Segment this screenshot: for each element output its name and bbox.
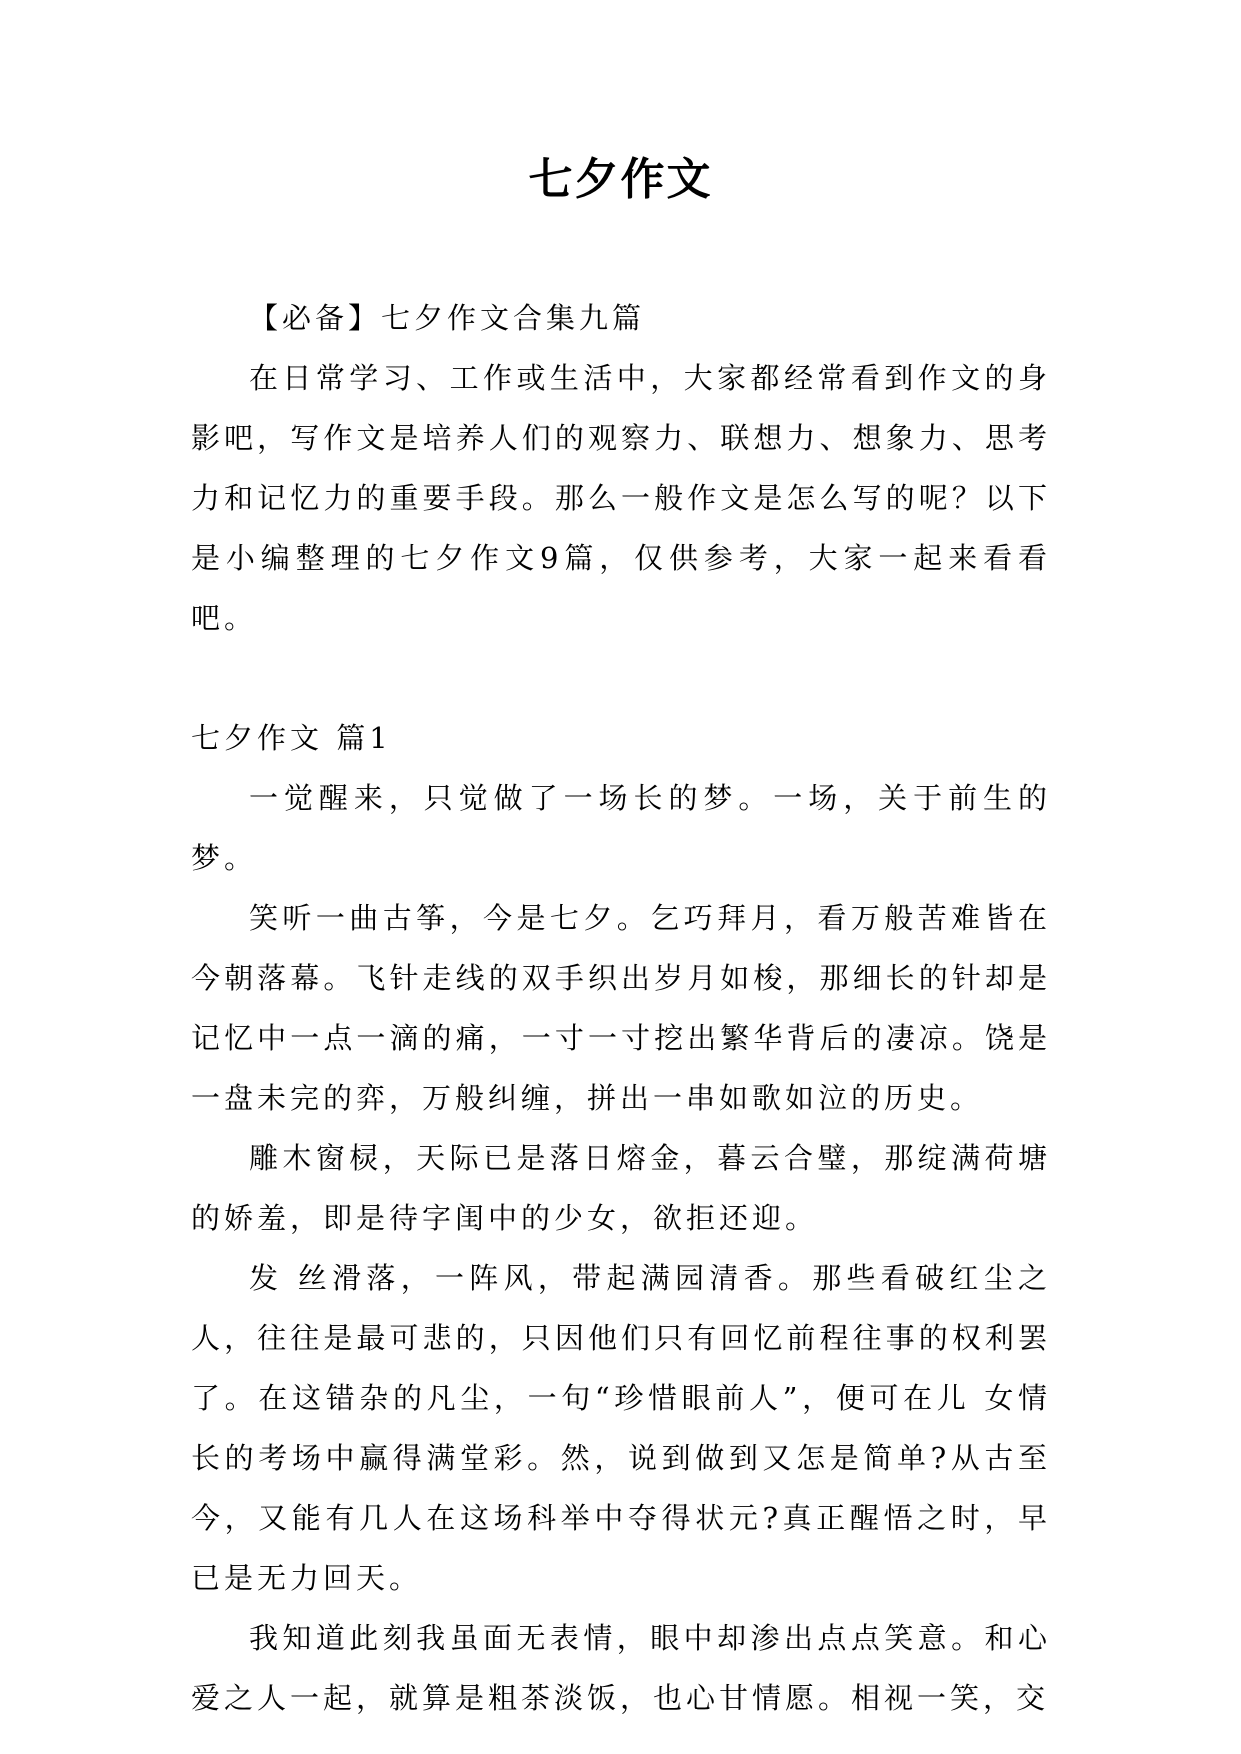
body-paragraph: 发 丝滑落，一阵风，带起满园清香。那些看破红尘之人，往往是最可悲的，只因他们只有回忆前程往事的权利罢了。在这错杂的凡尘，一句“珍惜眼前人”，便可在儿 女情长的考场中赢得满堂彩。然，说到做到又怎是简单?从古至今，又能有几人在这场科举中夺得状元?真正醒悟之时，早已是无力回天。 [191,1261,1051,1595]
body-paragraph: 雕木窗棂，天际已是落日熔金，暮云合璧，那绽满荷塘的娇羞，即是待字闺中的少女，欲拒还迎。 [191,1141,1051,1235]
document-title: 七夕作文 [528,154,713,205]
intro-paragraph: 在日常学习、工作或生活中，大家都经常看到作文的身影吧，写作文是培养人们的观察力、联想力、想象力、思考力和记忆力的重要手段。那么一般作文是怎么写的呢？以下是小编整理的七夕作文9篇，仅供参考，大家一起来看看吧。 [191,361,1051,635]
intro-heading: 【必备】七夕作文合集九篇 [249,301,646,335]
document-body [191,288,1051,1728]
section-heading: 七夕作文 篇1 [191,721,392,755]
body-paragraph: 一觉醒来，只觉做了一场长的梦。一场，关于前生的梦。 [191,781,1051,875]
body-paragraph: 笑听一曲古筝，今是七夕。乞巧拜月，看万般苦难皆在今朝落幕。飞针走线的双手织出岁月如梭，那细长的针却是记忆中一点一滴的痛，一寸一寸挖出繁华背后的凄凉。饶是一盘未完的弈，万般纠缠，拼出一串如歌如泣的历史。 [191,901,1051,1115]
body-paragraph: 我知道此刻我虽面无表情，眼中却渗出点点笑意。和心爱之人一起，就算是粗茶淡饭，也心甘情愿。相视一笑，交 [191,1621,1051,1715]
